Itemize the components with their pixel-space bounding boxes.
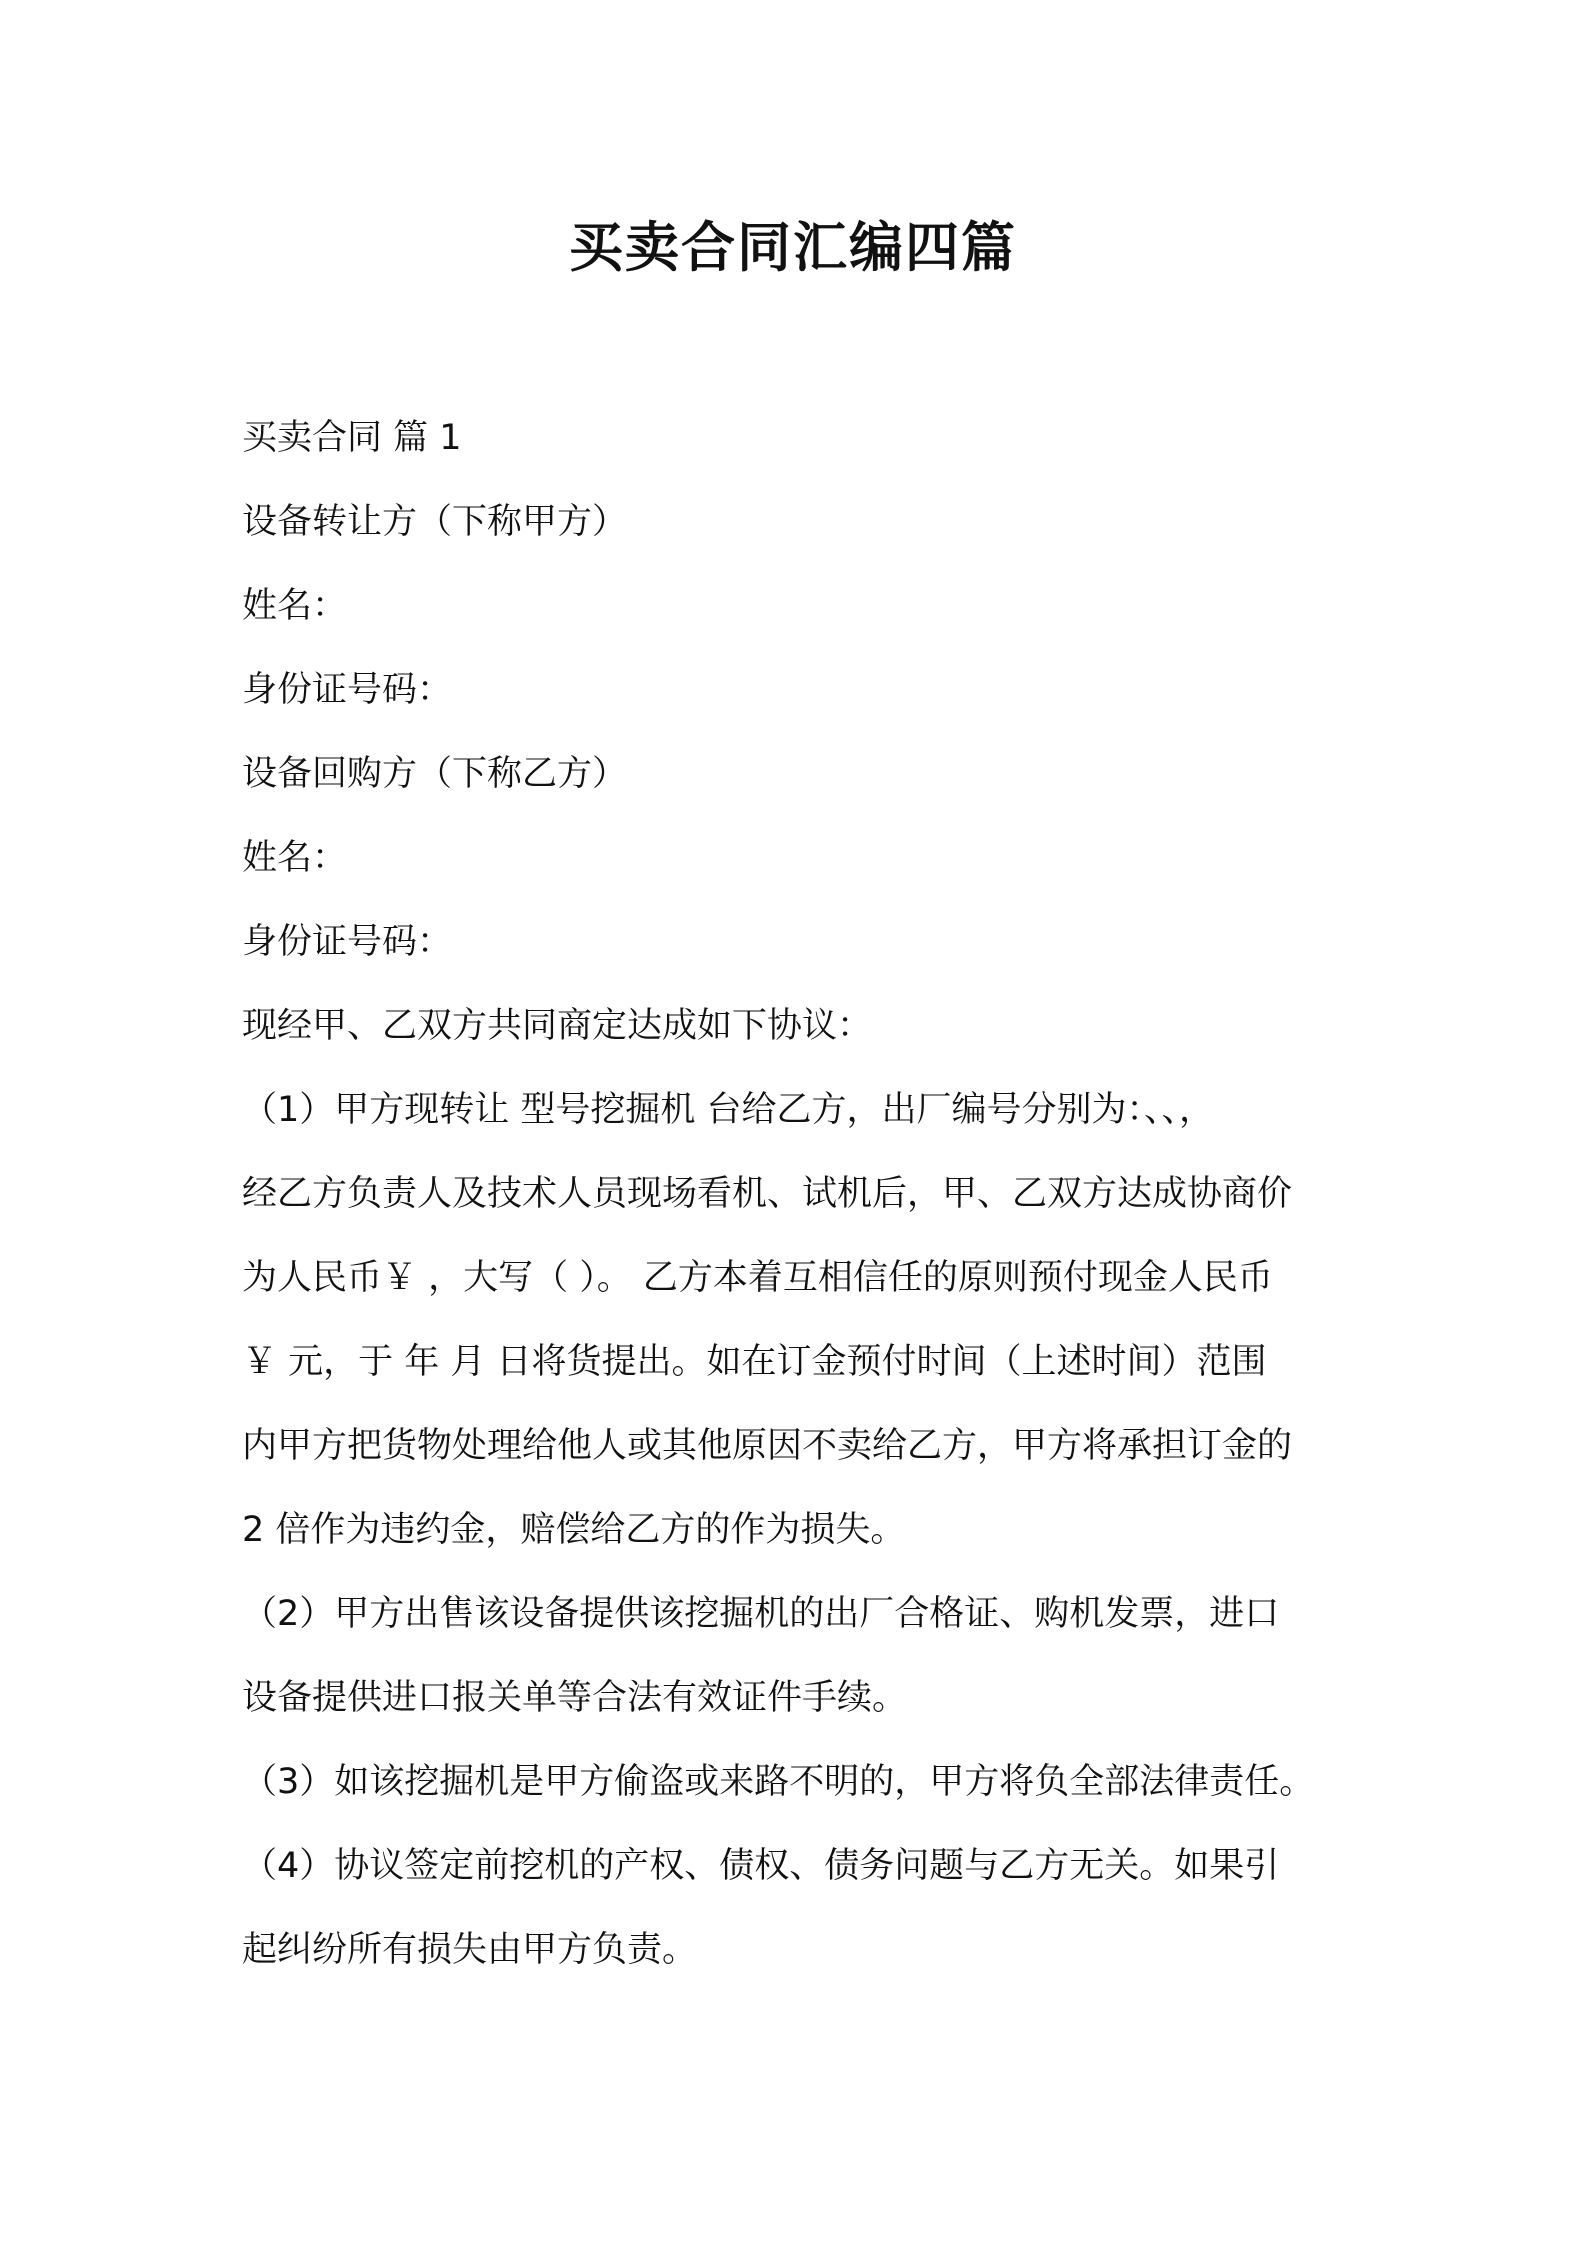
document-body <box>242 396 1360 1992</box>
paragraph-line: （4）协议签定前挖机的产权、债权、债务问题与乙方无关。如果引 <box>242 1846 1280 1886</box>
paragraph-line: 现经甲、乙双方共同商定达成如下协议： <box>242 1006 873 1046</box>
paragraph-line: （1）甲方现转让 型号挖掘机 台给乙方，出厂编号分别为：、、， <box>242 1090 1215 1130</box>
paragraph-line: 内甲方把货物处理给他人或其他原因不卖给乙方，甲方将承担订金的 <box>242 1426 1293 1466</box>
paragraph-line: （2）甲方出售该设备提供该挖掘机的出厂合格证、购机发票，进口 <box>242 1594 1280 1634</box>
paragraph-line: 经乙方负责人及技术人员现场看机、试机后，甲、乙双方达成协商价 <box>242 1174 1293 1214</box>
paragraph-line: 设备回购方（下称乙方） <box>242 754 628 794</box>
paragraph-line: 姓名： <box>242 838 348 878</box>
section-heading: 买卖合同 篇 1 <box>242 418 462 458</box>
paragraph-line: 为人民币￥ ，大写（ ）。 乙方本着互相信任的原则预付现金人民币 <box>242 1258 1273 1298</box>
paragraph-line: 起纠纷所有损失由甲方负责。 <box>242 1930 698 1970</box>
document-title: 买卖合同汇编四篇 <box>569 216 1017 279</box>
paragraph-line: ￥ 元，于 年 月 日将货提出。如在订金预付时间（上述时间）范围 <box>242 1342 1267 1382</box>
paragraph-line: 设备转让方（下称甲方） <box>242 502 628 542</box>
paragraph-line: 姓名： <box>242 586 348 626</box>
paragraph-line: 身份证号码： <box>242 922 453 962</box>
paragraph-line: 设备提供进口报关单等合法有效证件手续。 <box>242 1678 908 1718</box>
paragraph-line: 身份证号码： <box>242 670 453 710</box>
paragraph-line: 2 倍作为违约金，赔偿给乙方的作为损失。 <box>242 1510 906 1550</box>
paragraph-line: （3）如该挖掘机是甲方偷盗或来路不明的，甲方将负全部法律责任。 <box>242 1762 1315 1802</box>
